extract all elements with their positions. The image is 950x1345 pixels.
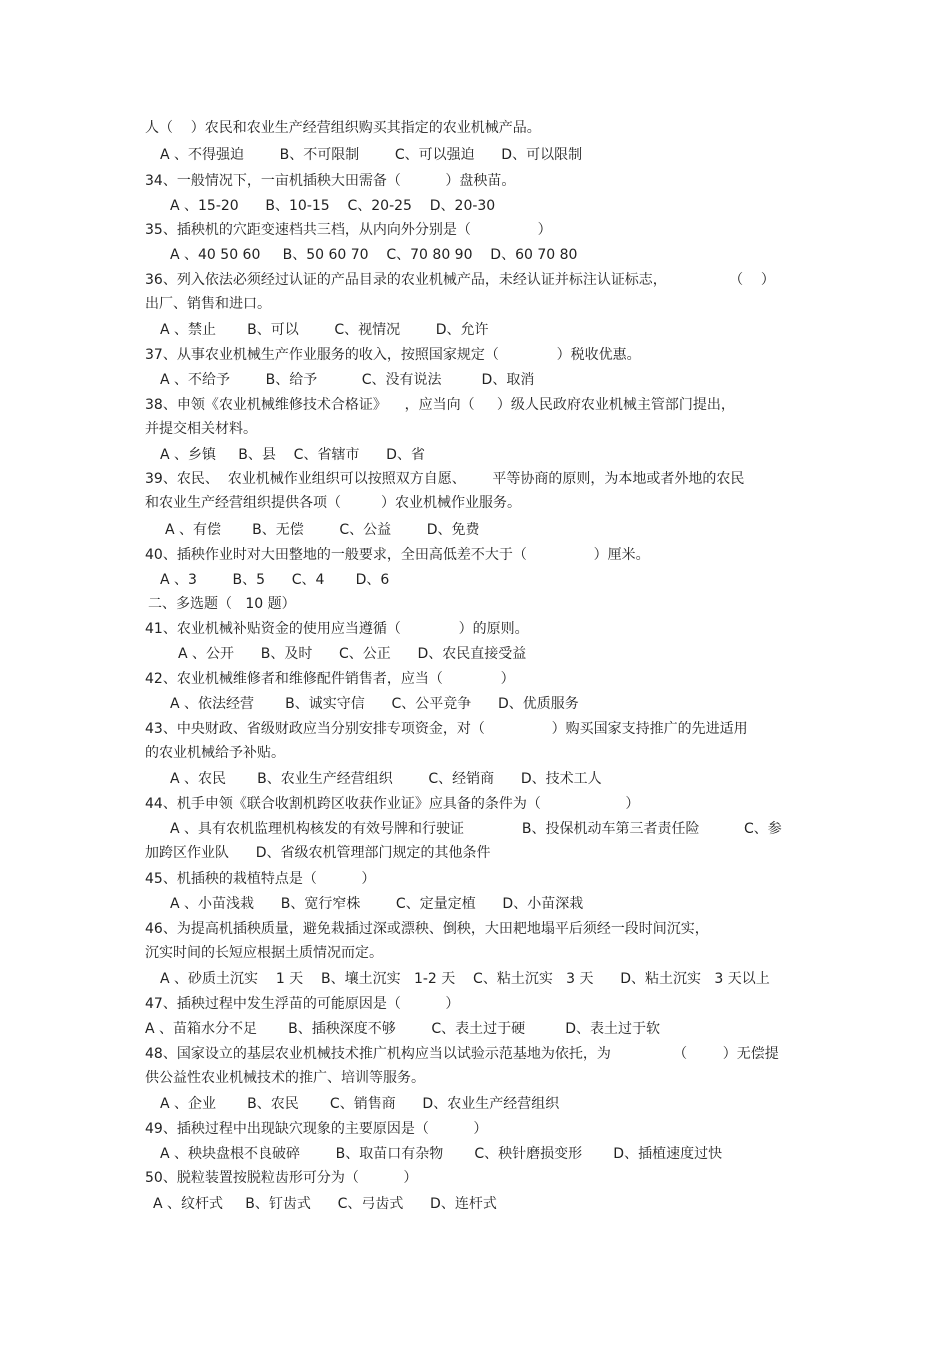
q46-text-cont: 沉实时间的长短应根据土质情况而定。 bbox=[145, 945, 383, 961]
q38-text: 38、申领《农业机械维修技术合格证》 ，应当向（ ）级人民政府农业机械主管部门提出， bbox=[145, 397, 735, 413]
q45-options: A 、小苗浅栽 B、宽行窄株 C、定量定植 D、小苗深栽 bbox=[170, 896, 584, 912]
q43-text: 43、中央财政、省级财政应当分别安排专项资金，对（ ）购买国家支持推广的先进适用 bbox=[145, 721, 748, 737]
q33-options: A 、不得强迫 B、不可限制 C、可以强迫 D、可以限制 bbox=[160, 147, 583, 163]
q44-options: A 、具有农机监理机构核发的有效号牌和行驶证 B、投保机动车第三者责任险 C、参 bbox=[170, 821, 782, 837]
q40-text: 40、插秧作业时对大田整地的一般要求，全田高低差不大于（ ）厘米。 bbox=[145, 547, 650, 563]
q39-text-cont: 和农业生产经营组织提供各项（ ）农业机械作业服务。 bbox=[145, 495, 522, 511]
q47-options: A 、苗箱水分不足 B、插秧深度不够 C、表土过于硬 D、表土过于软 bbox=[145, 1021, 660, 1037]
q41-options: A 、公开 B、及时 C、公正 D、农民直接受益 bbox=[178, 646, 527, 662]
q34-text: 34、一般情况下，一亩机插秧大田需备（ ）盘秧苗。 bbox=[145, 173, 516, 189]
q33-continuation: 人（ ）农民和农业生产经营组织购买其指定的农业机械产品。 bbox=[145, 120, 541, 136]
q34-options: A 、15-20 B、10-15 C、20-25 D、20-30 bbox=[170, 198, 496, 214]
q36-text: 36、列入依法必须经过认证的产品目录的农业机械产品，未经认证并标注认证标志， （ ） bbox=[145, 272, 775, 288]
q38-options: A 、乡镇 B、县 C、省辖市 D、省 bbox=[160, 447, 425, 463]
q41-text: 41、农业机械补贴资金的使用应当遵循（ ）的原则。 bbox=[145, 621, 529, 637]
q49-text: 49、插秧过程中出现缺穴现象的主要原因是（ ） bbox=[145, 1121, 488, 1137]
q38-text-cont: 并提交相关材料。 bbox=[145, 421, 257, 437]
q35-options: A 、40 50 60 B、50 60 70 C、70 80 90 D、60 70 80 bbox=[170, 247, 578, 263]
section-heading-multiple-choice: 二、多选题（ 10 题） bbox=[148, 596, 296, 612]
q46-text: 46、为提高机插秧质量，避免栽插过深或漂秧、倒秧，大田耙地塌平后须经一段时间沉实， bbox=[145, 921, 709, 937]
q36-options: A 、禁止 B、可以 C、视情况 D、允许 bbox=[160, 322, 489, 338]
q42-options: A 、依法经营 B、诚实守信 C、公平竞争 D、优质服务 bbox=[170, 696, 579, 712]
q46-options: A 、砂质土沉实 1 天 B、壤土沉实 1-2 天 C、粘土沉实 3 天 D、粘土沉实 3 天以上 bbox=[160, 971, 770, 987]
q43-options: A 、农民 B、农业生产经营组织 C、经销商 D、技术工人 bbox=[170, 771, 602, 787]
q50-options: A 、纹杆式 B、钉齿式 C、弓齿式 D、连杆式 bbox=[153, 1196, 497, 1212]
q48-text-cont: 供公益性农业机械技术的推广、培训等服务。 bbox=[145, 1070, 425, 1086]
q48-options: A 、企业 B、农民 C、销售商 D、农业生产经营组织 bbox=[160, 1096, 560, 1112]
q39-text: 39、农民、 农业机械作业组织可以按照双方自愿、 平等协商的原则，为本地或者外地的农民 bbox=[145, 471, 745, 487]
q36-text-cont: 出厂、销售和进口。 bbox=[145, 296, 271, 312]
q44-text: 44、机手申领《联合收割机跨区收获作业证》应具备的条件为（ ） bbox=[145, 796, 640, 812]
q48-text: 48、国家设立的基层农业机械技术推广机构应当以试验示范基地为依托，为 （ ）无偿提 bbox=[145, 1046, 779, 1062]
q44-options-cont: 加跨区作业队 D、省级农机管理部门规定的其他条件 bbox=[145, 845, 491, 861]
q49-options: A 、秧块盘根不良破碎 B、取苗口有杂物 C、秧针磨损变形 D、插植速度过快 bbox=[160, 1146, 723, 1162]
q50-text: 50、脱粒装置按脱粒齿形可分为（ ） bbox=[145, 1170, 418, 1186]
q39-options: A 、有偿 B、无偿 C、公益 D、免费 bbox=[165, 522, 480, 538]
q40-options: A 、3 B、5 C、4 D、6 bbox=[160, 572, 390, 588]
q47-text: 47、插秧过程中发生浮苗的可能原因是（ ） bbox=[145, 996, 460, 1012]
q45-text: 45、机插秧的栽植特点是（ ） bbox=[145, 871, 376, 887]
q35-text: 35、插秧机的穴距变速档共三档，从内向外分别是（ ） bbox=[145, 222, 552, 238]
q37-options: A 、不给予 B、给予 C、没有说法 D、取消 bbox=[160, 372, 535, 388]
q37-text: 37、从事农业机械生产作业服务的收入，按照国家规定（ ）税收优惠。 bbox=[145, 347, 641, 363]
q43-text-cont: 的农业机械给予补贴。 bbox=[145, 745, 285, 761]
q42-text: 42、农业机械维修者和维修配件销售者，应当（ ） bbox=[145, 671, 515, 687]
